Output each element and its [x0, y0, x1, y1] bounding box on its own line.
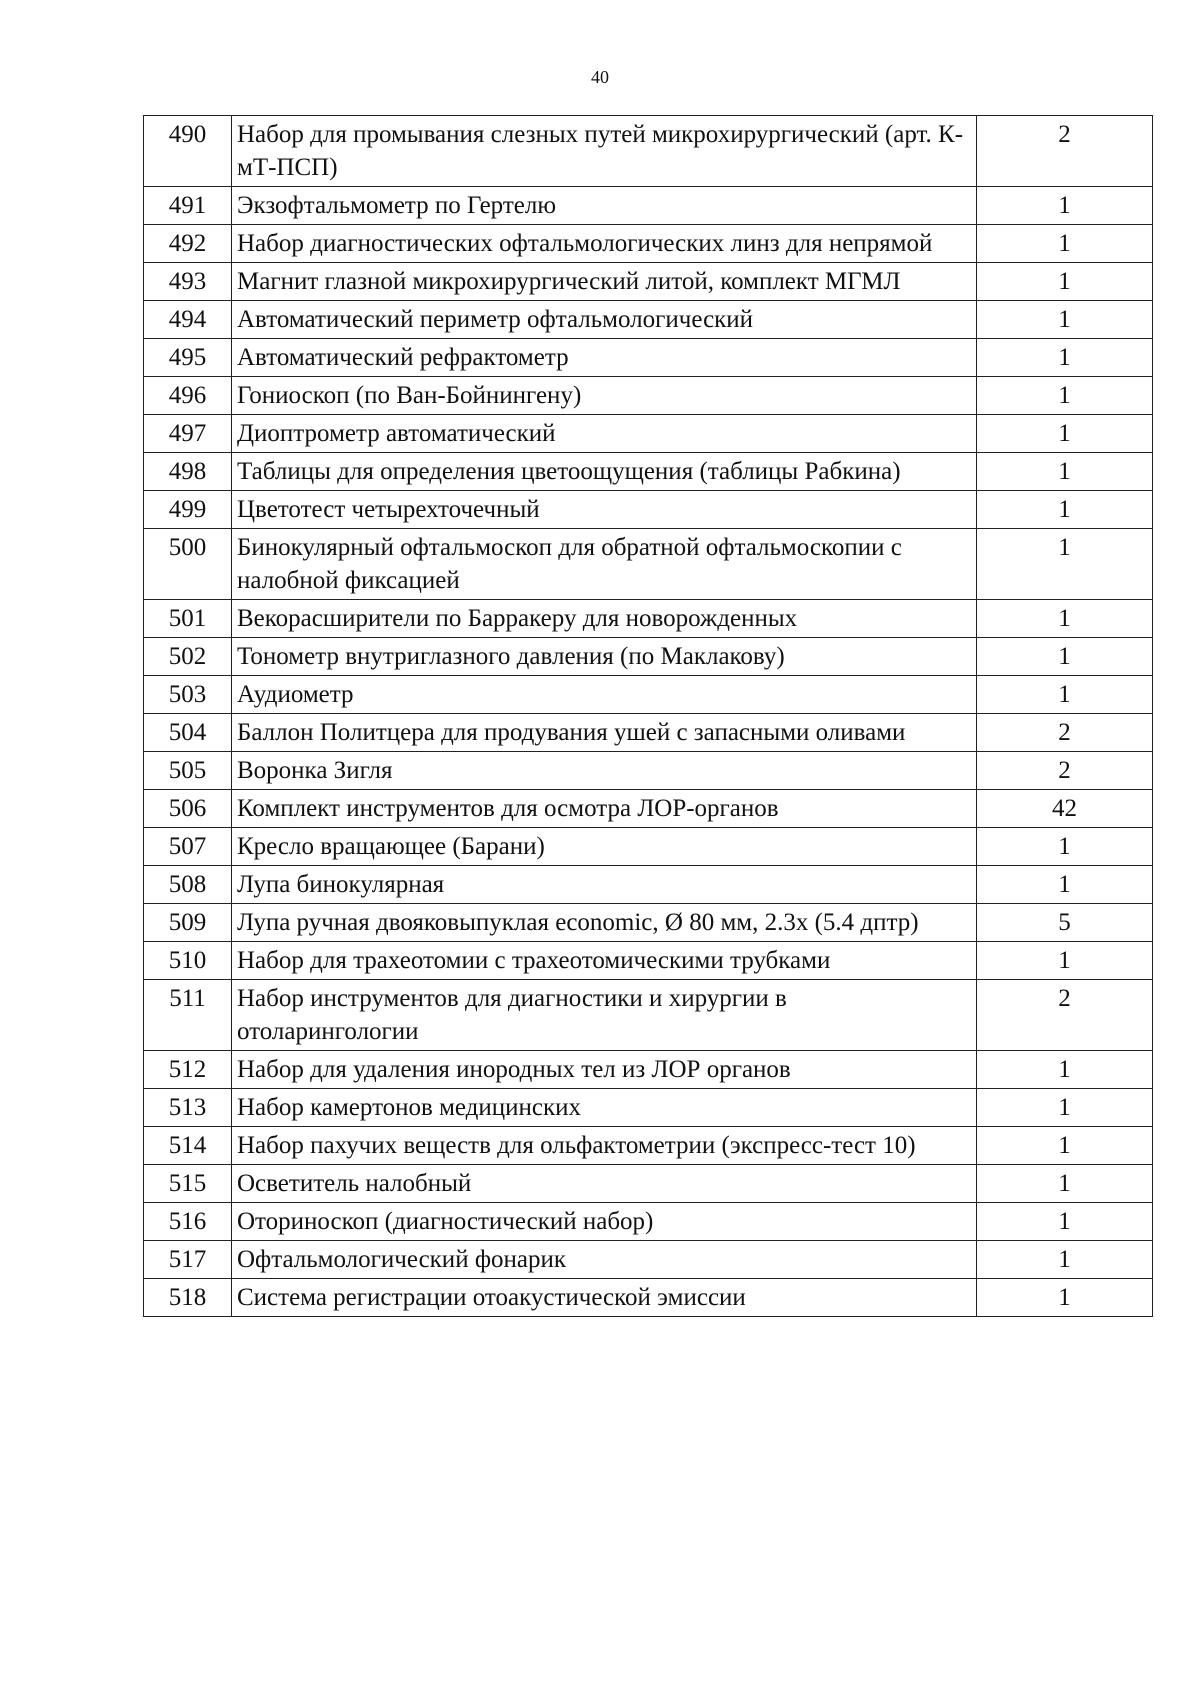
- item-name: Осветитель налобный: [232, 1165, 977, 1203]
- item-quantity: 1: [977, 377, 1153, 415]
- table-row: [144, 600, 1153, 638]
- item-quantity: 2: [977, 714, 1153, 752]
- table-row: [144, 263, 1153, 301]
- item-name: Набор для удаления инородных тел из ЛОР органов: [232, 1051, 977, 1089]
- item-name: Автоматический рефрактометр: [232, 339, 977, 377]
- table-row: [144, 116, 1153, 187]
- item-quantity: 2: [977, 752, 1153, 790]
- row-number: 517: [144, 1241, 232, 1279]
- item-name: Диоптрометр автоматический: [232, 415, 977, 453]
- item-quantity: 5: [977, 904, 1153, 942]
- row-number: 505: [144, 752, 232, 790]
- table-row: [144, 529, 1153, 600]
- item-name: Таблицы для определения цветоощущения (таблицы Рабкина): [232, 453, 977, 491]
- table-row: [144, 1127, 1153, 1165]
- table-row: [144, 453, 1153, 491]
- row-number: 501: [144, 600, 232, 638]
- row-number: 516: [144, 1203, 232, 1241]
- item-quantity: 1: [977, 1279, 1153, 1317]
- page-number: 40: [591, 67, 609, 87]
- table-row: [144, 1165, 1153, 1203]
- row-number: 500: [144, 529, 232, 600]
- item-quantity: 1: [977, 600, 1153, 638]
- row-number: 518: [144, 1279, 232, 1317]
- item-name: Аудиометр: [232, 676, 977, 714]
- row-number: 499: [144, 491, 232, 529]
- table-row: [144, 676, 1153, 714]
- item-name: Баллон Политцера для продувания ушей с запасными оливами: [232, 714, 977, 752]
- table-row: [144, 377, 1153, 415]
- item-quantity: 1: [977, 339, 1153, 377]
- row-number: 502: [144, 638, 232, 676]
- item-name: Лупа бинокулярная: [232, 866, 977, 904]
- item-quantity: 1: [977, 1089, 1153, 1127]
- table-row: [144, 1089, 1153, 1127]
- item-name: Оториноскоп (диагностический набор): [232, 1203, 977, 1241]
- item-name: Гониоскоп (по Ван-Бойнингену): [232, 377, 977, 415]
- table-row: [144, 491, 1153, 529]
- row-number: 509: [144, 904, 232, 942]
- table-row: [144, 866, 1153, 904]
- item-name: Комплект инструментов для осмотра ЛОР-органов: [232, 790, 977, 828]
- item-quantity: 1: [977, 638, 1153, 676]
- row-number: 510: [144, 942, 232, 980]
- item-quantity: 2: [977, 116, 1153, 187]
- item-quantity: 1: [977, 529, 1153, 600]
- table-row: [144, 1203, 1153, 1241]
- item-quantity: 1: [977, 1051, 1153, 1089]
- row-number: 506: [144, 790, 232, 828]
- item-quantity: 1: [977, 942, 1153, 980]
- item-name: Набор для трахеотомии с трахеотомическими трубками: [232, 942, 977, 980]
- table-row: [144, 301, 1153, 339]
- table-row: [144, 638, 1153, 676]
- item-name: Набор диагностических офтальмологических линз для непрямой: [232, 225, 977, 263]
- table-row: [144, 714, 1153, 752]
- item-quantity: 1: [977, 1241, 1153, 1279]
- table-row: [144, 828, 1153, 866]
- row-number: 493: [144, 263, 232, 301]
- item-name: Экзофтальмометр по Гертелю: [232, 187, 977, 225]
- row-number: 495: [144, 339, 232, 377]
- row-number: 508: [144, 866, 232, 904]
- item-name: Тонометр внутриглазного давления (по Маклакову): [232, 638, 977, 676]
- row-number: 490: [144, 116, 232, 187]
- table-row: [144, 1051, 1153, 1089]
- item-quantity: 1: [977, 301, 1153, 339]
- item-name: Набор для промывания слезных путей микрохирургический (арт. К-мТ-ПСП): [232, 116, 977, 187]
- item-quantity: 1: [977, 263, 1153, 301]
- item-name: Векорасширители по Барракеру для новорожденных: [232, 600, 977, 638]
- row-number: 515: [144, 1165, 232, 1203]
- table-row: [144, 415, 1153, 453]
- item-quantity: 1: [977, 415, 1153, 453]
- row-number: 511: [144, 980, 232, 1051]
- table-row: [144, 904, 1153, 942]
- row-number: 514: [144, 1127, 232, 1165]
- item-quantity: 1: [977, 1165, 1153, 1203]
- item-quantity: 1: [977, 453, 1153, 491]
- equipment-table: [143, 115, 1153, 1317]
- item-quantity: 1: [977, 1203, 1153, 1241]
- row-number: 494: [144, 301, 232, 339]
- item-name: Набор пахучих веществ для ольфактометрии (экспресс-тест 10): [232, 1127, 977, 1165]
- table-row: [144, 790, 1153, 828]
- item-quantity: 1: [977, 866, 1153, 904]
- item-name: Система регистрации отоакустической эмиссии: [232, 1279, 977, 1317]
- row-number: 512: [144, 1051, 232, 1089]
- item-quantity: 2: [977, 980, 1153, 1051]
- row-number: 504: [144, 714, 232, 752]
- item-quantity: 1: [977, 1127, 1153, 1165]
- table-row: [144, 752, 1153, 790]
- table-row: [144, 225, 1153, 263]
- equipment-table-body: [144, 116, 1153, 1317]
- row-number: 498: [144, 453, 232, 491]
- row-number: 491: [144, 187, 232, 225]
- item-name: Воронка Зигля: [232, 752, 977, 790]
- table-row: [144, 1241, 1153, 1279]
- table-row: [144, 339, 1153, 377]
- table-row: [144, 1279, 1153, 1317]
- item-quantity: 1: [977, 828, 1153, 866]
- item-name: Кресло вращающее (Барани): [232, 828, 977, 866]
- row-number: 513: [144, 1089, 232, 1127]
- row-number: 497: [144, 415, 232, 453]
- item-quantity: 1: [977, 225, 1153, 263]
- item-name: Офтальмологический фонарик: [232, 1241, 977, 1279]
- table-row: [144, 980, 1153, 1051]
- row-number: 496: [144, 377, 232, 415]
- item-name: Магнит глазной микрохирургический литой, комплект МГМЛ: [232, 263, 977, 301]
- row-number: 492: [144, 225, 232, 263]
- item-name: Набор инструментов для диагностики и хирургии в отоларингологии: [232, 980, 977, 1051]
- item-quantity: 1: [977, 676, 1153, 714]
- table-row: [144, 942, 1153, 980]
- item-name: Лупа ручная двояковыпуклая economic, Ø 80 мм, 2.3х (5.4 дптр): [232, 904, 977, 942]
- row-number: 507: [144, 828, 232, 866]
- table-row: [144, 187, 1153, 225]
- item-quantity: 1: [977, 187, 1153, 225]
- item-name: Бинокулярный офтальмоскоп для обратной офтальмоскопии с налобной фиксацией: [232, 529, 977, 600]
- item-name: Автоматический периметр офтальмологический: [232, 301, 977, 339]
- row-number: 503: [144, 676, 232, 714]
- item-quantity: 1: [977, 491, 1153, 529]
- item-name: Цветотест четырехточечный: [232, 491, 977, 529]
- item-quantity: 42: [977, 790, 1153, 828]
- item-name: Набор камертонов медицинских: [232, 1089, 977, 1127]
